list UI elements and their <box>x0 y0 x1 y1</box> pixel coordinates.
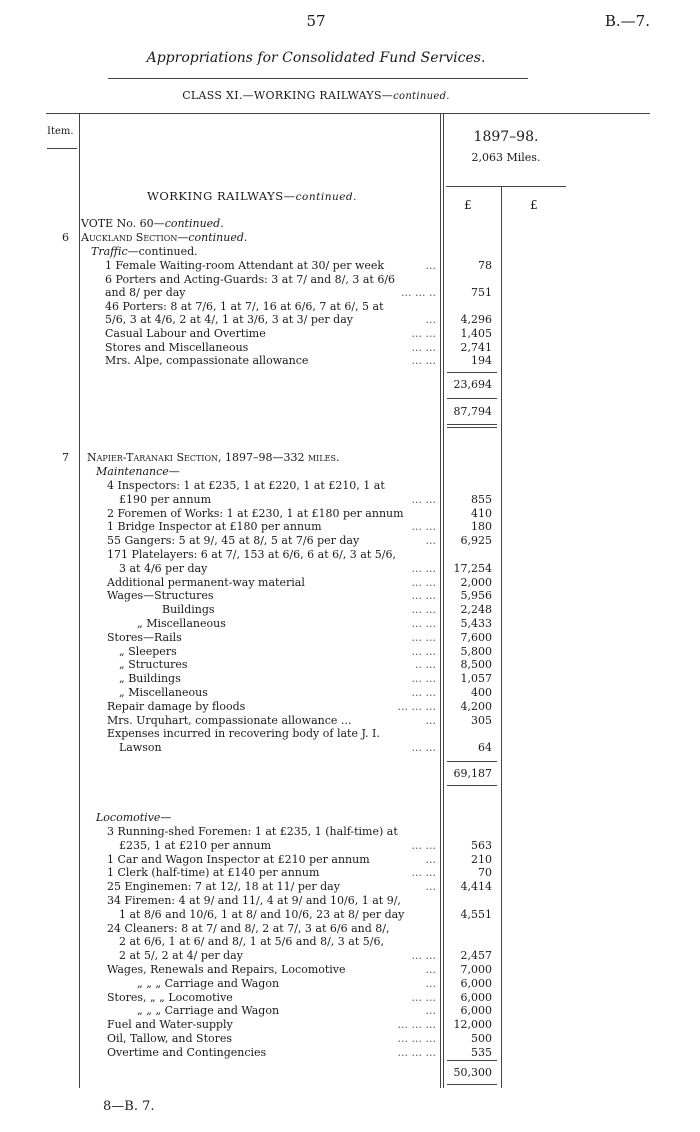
line-item-amount: 855 <box>471 492 492 506</box>
leader-dots: ... ... ... <box>397 1018 436 1032</box>
napier-section-title: Napier-Taranaki Section, 1897–98—332 miles. <box>87 451 340 464</box>
line-item-text: „ Miscellaneous <box>137 617 226 630</box>
line-item-amount: 5,800 <box>460 644 492 658</box>
line-item-amount: 563 <box>471 838 492 852</box>
line-item-text: 1 Clerk (half-time) at £140 per annum <box>107 866 320 880</box>
line-item-amount: 2,248 <box>460 603 492 617</box>
leader-dots: ... ... <box>411 589 436 603</box>
line-item-text: Fuel and Water-supply <box>107 1018 233 1032</box>
traffic-subhead-text: Traffic <box>91 245 128 258</box>
leader-dots: ... ... <box>411 492 436 506</box>
line-item-amount: 8,500 <box>460 658 492 672</box>
line-item-amount: 64 <box>478 741 492 755</box>
leader-dots: ... <box>425 976 436 990</box>
leader-dots: ... ... .. <box>401 286 436 300</box>
line-item-amount: 70 <box>478 866 492 880</box>
locomotive-subtotal: 50,300 <box>453 1066 492 1079</box>
page-number: 57 <box>306 12 326 30</box>
auckland-title-suffix: continued. <box>188 231 248 244</box>
line-item-text: 3 Running-shed Foremen: 1 at £235, 1 (half-time) at <box>107 825 398 838</box>
leader-dots: ... <box>425 852 436 866</box>
line-item-amount: 4,551 <box>460 907 492 921</box>
line-item-amount: 2,741 <box>460 340 492 354</box>
line-item-amount: 194 <box>471 354 492 368</box>
leader-dots: ... ... <box>411 990 436 1004</box>
class-title-suffix: continued. <box>393 91 450 102</box>
line-item-amount: 4,414 <box>460 880 492 894</box>
line-item-text: 4 Inspectors: 1 at £235, 1 at £220, 1 at £210, 1 at <box>107 479 385 492</box>
leader-dots: ... <box>425 880 436 894</box>
line-item-amount: 5,956 <box>460 589 492 603</box>
line-item-text: „ Miscellaneous <box>119 686 208 699</box>
leader-dots: ... ... <box>411 672 436 686</box>
currency-header-2: £ <box>530 198 538 212</box>
line-item-text: 25 Enginemen: 7 at 12/, 18 at 11/ per day <box>107 880 340 894</box>
line-item-amount: 5,433 <box>460 617 492 630</box>
leader-dots: ... <box>425 534 436 548</box>
line-item-text: Overtime and Contingencies <box>107 1045 267 1059</box>
line-item-amount: 4,296 <box>460 313 492 327</box>
line-item-amount: 17,254 <box>453 561 492 575</box>
line-item-amount: 2,457 <box>460 949 492 963</box>
line-item-amount: 7,600 <box>460 630 492 644</box>
leader-dots: ... ... <box>411 354 436 368</box>
traffic-subhead <box>91 245 198 258</box>
leader-dots: ... <box>425 963 436 976</box>
line-item-text: 5/6, 3 at 4/6, 2 at 4/, 1 at 3/6, 3 at 3/ per day <box>105 313 353 327</box>
line-item-text: Casual Labour and Overtime <box>105 327 266 340</box>
line-item-text: Expenses incurred in recovering body of late J. I. <box>107 727 380 741</box>
item-number-6: 6 <box>62 231 69 244</box>
line-item-text: 171 Platelayers: 6 at 7/, 153 at 6/6, 6 at 6/, 3 at 5/6, <box>107 548 396 561</box>
line-item-amount: 12,000 <box>453 1018 492 1032</box>
leader-dots: ... ... <box>411 575 436 589</box>
line-item-amount: 6,000 <box>460 976 492 990</box>
line-item-text: „ „ „ Carriage and Wagon <box>137 976 280 990</box>
leader-dots: ... ... ... <box>397 699 436 713</box>
line-item-amount: 210 <box>471 852 492 866</box>
section-heading <box>147 189 357 203</box>
line-item-text: 2 at 5/, 2 at 4/ per day <box>119 949 243 963</box>
vote-suffix: continued. <box>164 217 224 230</box>
line-item-text: 1 at 8/6 and 10/6, 1 at 8/ and 10/6, 23 at 8/ per day <box>119 907 405 921</box>
line-item-text: 46 Porters: 8 at 7/6, 1 at 7/, 16 at 6/6, 7 at 6/, 5 at <box>105 299 384 313</box>
line-item-text: Wages—Structures <box>107 589 214 603</box>
section-heading-text: WORKING RAILWAYS— <box>147 189 296 203</box>
maintenance-subhead: Maintenance— <box>96 465 180 478</box>
leader-dots: ... ... <box>411 617 436 630</box>
leader-dots: ... ... <box>411 630 436 644</box>
line-item-text: 1 Female Waiting-room Attendant at 30/ per week <box>105 259 385 272</box>
leader-dots: ... <box>425 259 436 272</box>
line-item-text: 24 Cleaners: 8 at 7/ and 8/, 2 at 7/, 3 at 6/6 and 8/, <box>107 921 390 935</box>
line-item-text: Mrs. Urquhart, compassionate allowance ... <box>107 713 352 727</box>
line-item-amount: 4,200 <box>460 699 492 713</box>
auckland-total: 87,794 <box>453 405 492 418</box>
line-item-text: 1 Car and Wagon Inspector at £210 per annum <box>107 852 370 866</box>
line-item-amount: 7,000 <box>460 963 492 976</box>
line-item-text: Mrs. Alpe, compassionate allowance <box>105 354 309 368</box>
line-item-amount: 180 <box>471 520 492 534</box>
line-item-text: 1 Bridge Inspector at £180 per annum <box>107 520 322 534</box>
locomotive-subhead: Locomotive— <box>96 811 172 824</box>
line-item-text: Stores—Rails <box>107 630 182 644</box>
page-signature: 8—B. 7. <box>103 1099 155 1114</box>
leader-dots: ... ... <box>411 949 436 963</box>
traffic-subhead-suffix: —continued. <box>127 245 198 258</box>
line-item-amount: 6,000 <box>460 990 492 1004</box>
leader-dots: ... ... <box>411 686 436 699</box>
line-item-amount: 6,925 <box>460 534 492 548</box>
line-item-text: Lawson <box>119 741 162 755</box>
leader-dots: ... ... <box>411 327 436 340</box>
auckland-section-title <box>81 231 247 244</box>
class-title-text: CLASS XI.—WORKING RAILWAYS— <box>182 89 394 102</box>
year-header: 1897–98. <box>473 129 539 145</box>
page-title: Appropriations for Consolidated Fund Services. <box>146 50 486 66</box>
item-number-7: 7 <box>62 451 69 464</box>
line-item-text: Wages, Renewals and Repairs, Locomotive <box>107 963 346 976</box>
line-item-text: 55 Gangers: 5 at 9/, 45 at 8/, 5 at 7/6 per day <box>107 534 360 548</box>
leader-dots: ... ... <box>411 866 436 880</box>
leader-dots: ... ... ... <box>397 1032 436 1045</box>
class-title <box>0 89 632 102</box>
leader-dots: ... <box>425 1004 436 1018</box>
line-item-text: Repair damage by floods <box>107 699 246 713</box>
line-item-text: Stores and Miscellaneous <box>105 340 249 354</box>
line-item-text: 6 Porters and Acting-Guards: 3 at 7/ and 8/, 3 at 6/6 <box>105 272 396 286</box>
line-item-text: £190 per annum <box>119 492 212 506</box>
auckland-title-text: Auckland Section— <box>81 231 189 244</box>
line-item-text: „ Buildings <box>119 672 181 686</box>
line-item-text: Buildings <box>162 603 215 617</box>
line-item-amount: 410 <box>471 506 492 520</box>
miles-header: 2,063 Miles. <box>471 151 541 164</box>
line-item-amount: 751 <box>471 286 492 300</box>
line-item-text: „ Sleepers <box>119 644 177 658</box>
line-item-amount: 78 <box>478 259 492 272</box>
line-item-amount: 1,405 <box>460 327 492 340</box>
leader-dots: ... ... <box>411 520 436 534</box>
leader-dots: ... ... <box>411 741 436 755</box>
leader-dots: ... ... ... <box>397 1045 436 1059</box>
currency-header-1: £ <box>464 198 472 212</box>
line-item-text: „ „ „ Carriage and Wagon <box>137 1004 280 1018</box>
line-item-amount: 2,000 <box>460 575 492 589</box>
line-item-text: £235, 1 at £210 per annum <box>119 838 271 852</box>
leader-dots: ... <box>425 313 436 327</box>
leader-dots: ... ... <box>411 603 436 617</box>
vote-heading <box>81 217 224 230</box>
item-column-header: Item. <box>47 126 74 137</box>
section-heading-suffix: continued. <box>295 191 357 203</box>
line-item-amount: 500 <box>471 1032 492 1045</box>
leader-dots: .. ... <box>415 658 436 672</box>
auckland-subtotal: 23,694 <box>453 378 492 391</box>
line-item-amount: 535 <box>471 1045 492 1059</box>
leader-dots: ... ... <box>411 644 436 658</box>
line-item-text: Stores, „ „ Locomotive <box>107 990 233 1004</box>
document-reference: B.—7. <box>604 12 650 30</box>
line-item-amount: 6,000 <box>460 1004 492 1018</box>
line-item-text: 3 at 4/6 per day <box>119 561 208 575</box>
line-item-text: 2 at 6/6, 1 at 6/ and 8/, 1 at 5/6 and 8/, 3 at 5/6, <box>119 935 384 949</box>
line-item-amount: 1,057 <box>460 672 492 686</box>
leader-dots: ... ... <box>411 340 436 354</box>
line-item-text: and 8/ per day <box>105 286 186 300</box>
line-item-text: „ Structures <box>119 658 188 672</box>
line-item-text: Oil, Tallow, and Stores <box>107 1032 233 1045</box>
line-item-amount: 305 <box>471 713 492 727</box>
leader-dots: ... ... <box>411 561 436 575</box>
line-item-text: 34 Firemen: 4 at 9/ and 11/, 4 at 9/ and 10/6, 1 at 9/, <box>107 894 401 907</box>
maintenance-subtotal: 69,187 <box>453 767 492 780</box>
vote-label: VOTE No. 60— <box>81 217 165 230</box>
line-item-amount: 400 <box>471 686 492 699</box>
line-item-text: Additional permanent-way material <box>107 575 305 589</box>
line-item-text: 2 Foremen of Works: 1 at £230, 1 at £180 per annum <box>107 506 404 520</box>
leader-dots: ... ... <box>411 838 436 852</box>
leader-dots: ... <box>425 713 436 727</box>
